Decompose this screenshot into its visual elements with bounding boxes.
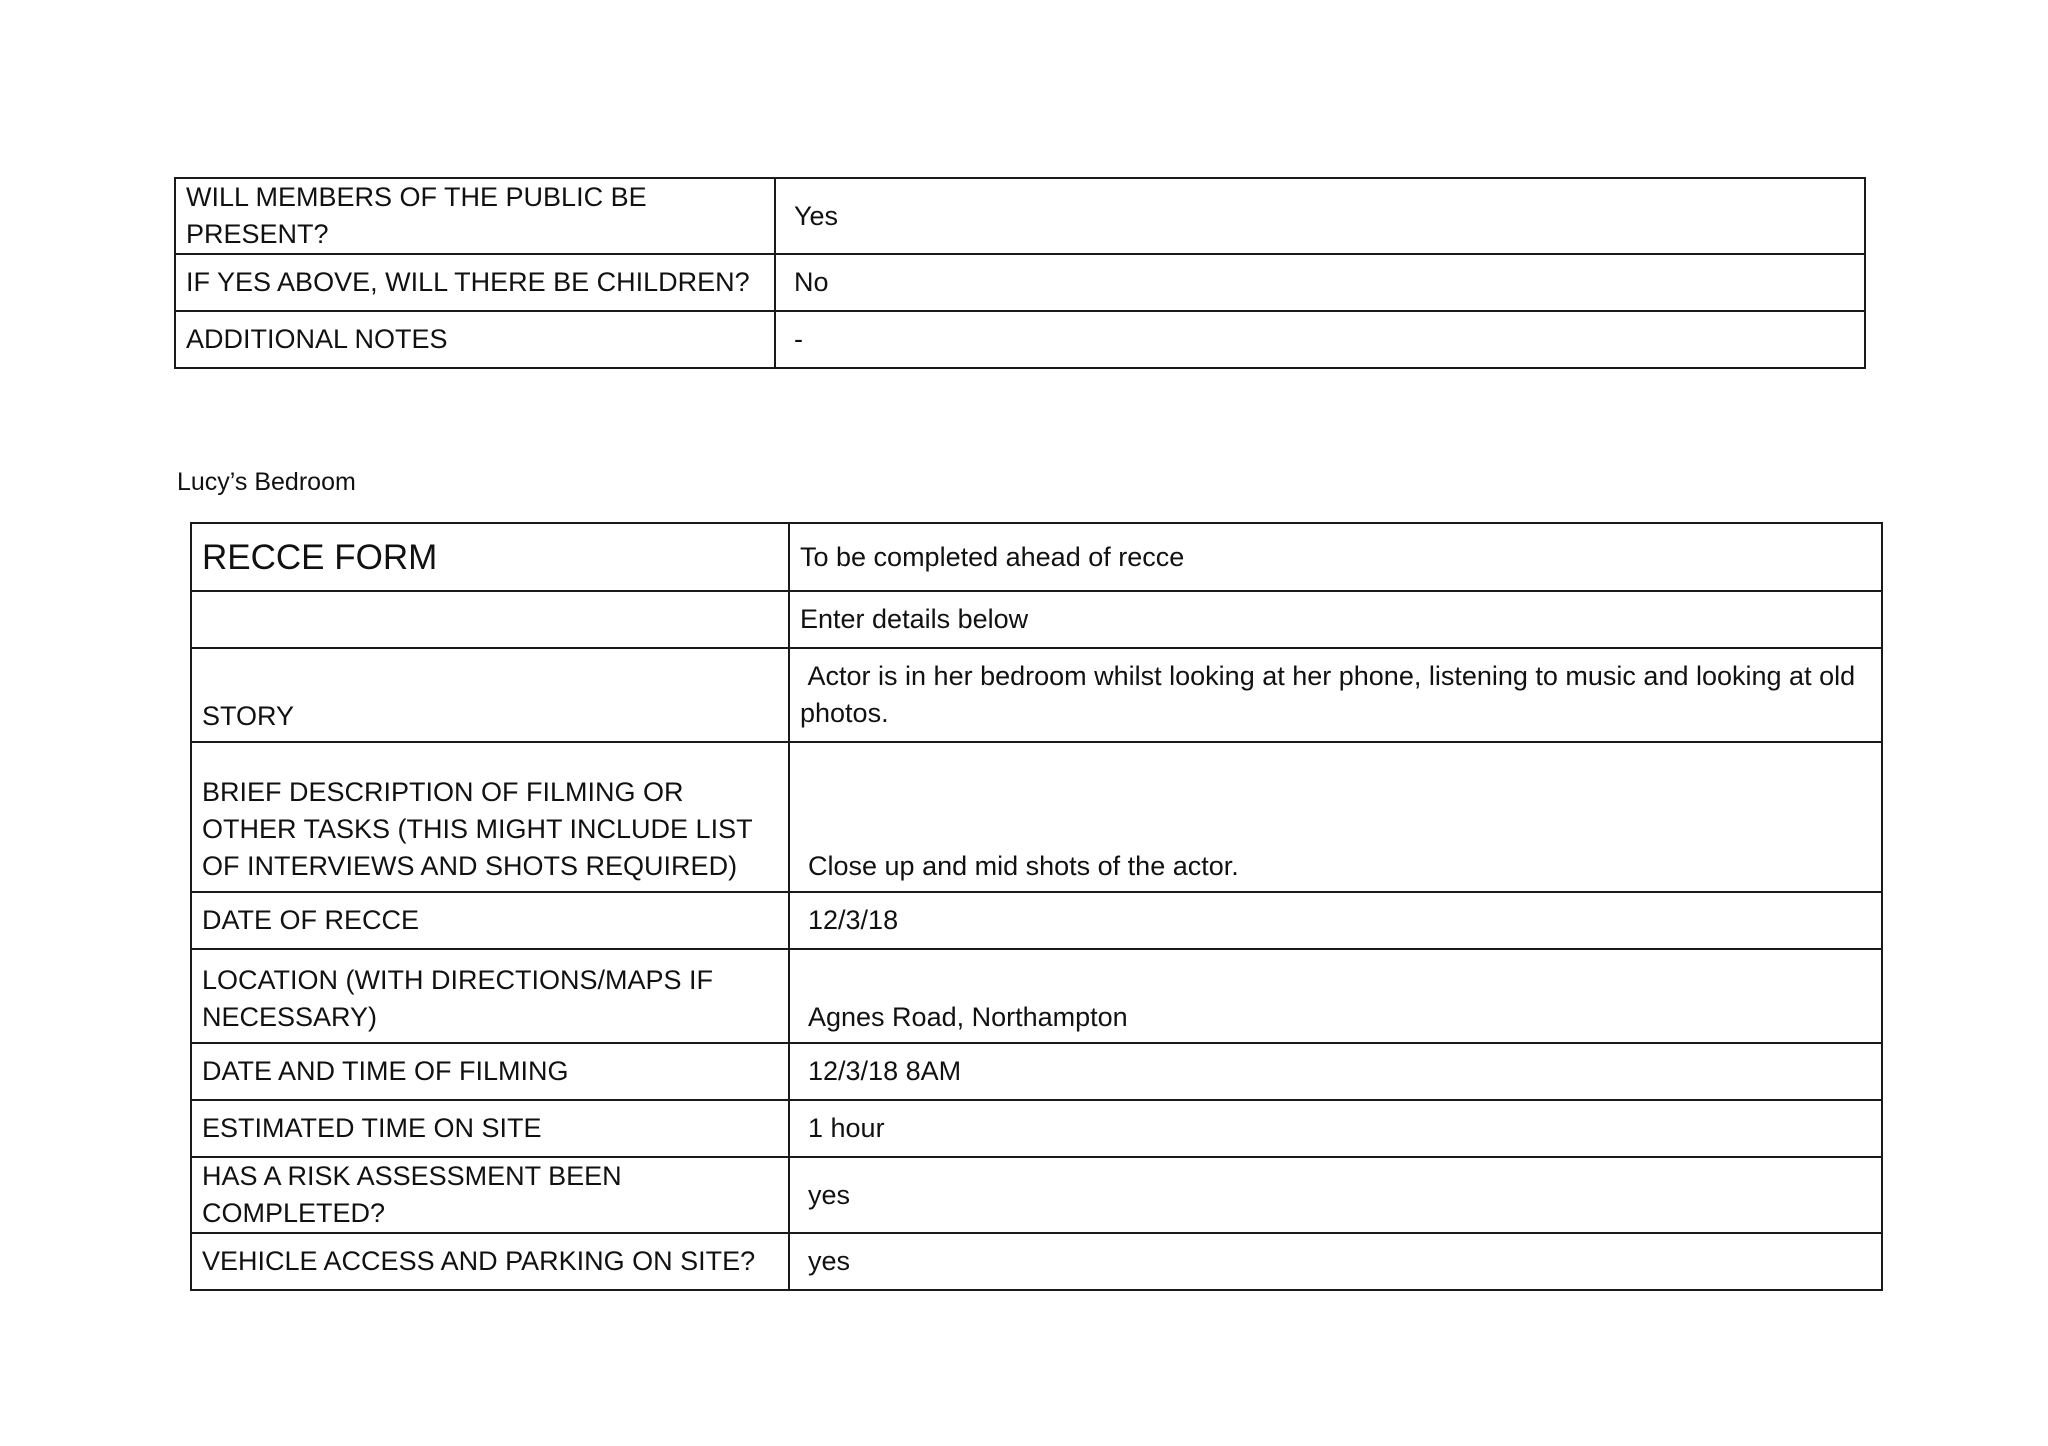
row-label: STORY (191, 648, 789, 742)
table-row (191, 648, 1882, 742)
row-label: ADDITIONAL NOTES (175, 311, 775, 368)
row-value: 12/3/18 8AM (789, 1043, 1882, 1100)
row-label: DATE AND TIME OF FILMING (191, 1043, 789, 1100)
row-value: Yes (775, 178, 1865, 254)
table-row (191, 1233, 1882, 1290)
row-value: Agnes Road, Northampton (789, 949, 1882, 1043)
form-note: To be completed ahead of recce (789, 523, 1882, 591)
row-value: yes (789, 1233, 1882, 1290)
table-row (191, 591, 1882, 648)
table-row (191, 523, 1882, 591)
row-value: Close up and mid shots of the actor. (789, 742, 1882, 892)
row-label: VEHICLE ACCESS AND PARKING ON SITE? (191, 1233, 789, 1290)
section-label: Lucy’s Bedroom (177, 468, 356, 496)
form-note: Enter details below (789, 591, 1882, 648)
row-label: HAS A RISK ASSESSMENT BEEN COMPLETED? (191, 1157, 789, 1233)
row-label: LOCATION (WITH DIRECTIONS/MAPS IF NECESSARY) (191, 949, 789, 1043)
row-value: Actor is in her bedroom whilst looking at her phone, listening to music and looking at old photos. (789, 648, 1882, 742)
table-row (175, 178, 1865, 254)
table-row (191, 742, 1882, 892)
public-presence-table (174, 177, 1866, 369)
row-value: - (775, 311, 1865, 368)
table-row (175, 311, 1865, 368)
recce-form-table (190, 522, 1883, 1291)
row-label: WILL MEMBERS OF THE PUBLIC BE PRESENT? (175, 178, 775, 254)
table-row (175, 254, 1865, 311)
row-label: BRIEF DESCRIPTION OF FILMING OR OTHER TASKS (THIS MIGHT INCLUDE LIST OF INTERVIEWS AND SHOTS REQUIRED) (191, 742, 789, 892)
row-label: DATE OF RECCE (191, 892, 789, 949)
row-value: 12/3/18 (789, 892, 1882, 949)
form-title: RECCE FORM (191, 523, 789, 591)
table-row (191, 1043, 1882, 1100)
row-label: ESTIMATED TIME ON SITE (191, 1100, 789, 1157)
row-label: IF YES ABOVE, WILL THERE BE CHILDREN? (175, 254, 775, 311)
row-value: 1 hour (789, 1100, 1882, 1157)
table-row (191, 1100, 1882, 1157)
table-row (191, 892, 1882, 949)
row-value: No (775, 254, 1865, 311)
row-value: yes (789, 1157, 1882, 1233)
table-row (191, 949, 1882, 1043)
table-row (191, 1157, 1882, 1233)
empty-cell (191, 591, 789, 648)
